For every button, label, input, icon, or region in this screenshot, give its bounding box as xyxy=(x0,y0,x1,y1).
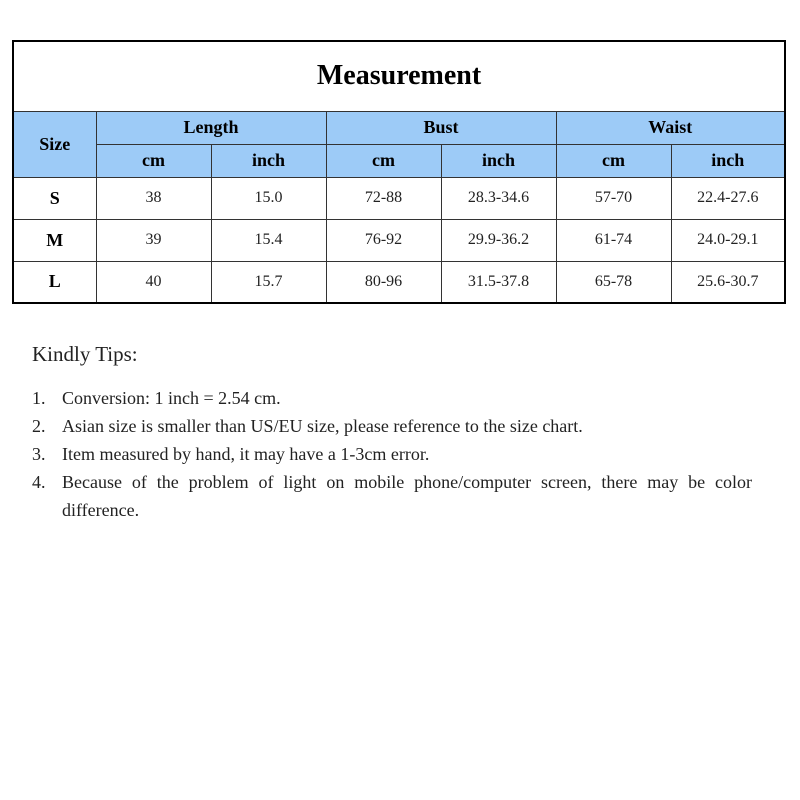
list-item xyxy=(32,412,752,440)
tip-number: 4. xyxy=(32,472,46,492)
size-cell: S xyxy=(13,177,96,219)
table-cell: 38 xyxy=(96,177,211,219)
size-chart-table xyxy=(12,40,786,304)
length-group-header: Length xyxy=(96,111,326,144)
list-item xyxy=(32,384,752,412)
bust-group-header: Bust xyxy=(326,111,556,144)
waist-group-header: Waist xyxy=(556,111,785,144)
table-cell: 15.4 xyxy=(211,219,326,261)
table-row xyxy=(13,177,785,219)
size-cell: L xyxy=(13,261,96,303)
table-cell: 31.5-37.8 xyxy=(441,261,556,303)
tip-text: Conversion: 1 inch = 2.54 cm. xyxy=(62,388,281,408)
size-column-header: Size xyxy=(13,111,96,177)
list-item xyxy=(32,440,752,468)
table-cell: 40 xyxy=(96,261,211,303)
table-cell: 65-78 xyxy=(556,261,671,303)
table-cell: 80-96 xyxy=(326,261,441,303)
table-cell: 72-88 xyxy=(326,177,441,219)
table-cell: 25.6-30.7 xyxy=(671,261,785,303)
tip-number: 3. xyxy=(32,444,46,464)
table-cell: 22.4-27.6 xyxy=(671,177,785,219)
size-cell: M xyxy=(13,219,96,261)
table-cell: 15.0 xyxy=(211,177,326,219)
tip-number: 2. xyxy=(32,416,46,436)
unit-header: inch xyxy=(211,144,326,177)
unit-header: inch xyxy=(441,144,556,177)
table-cell: 39 xyxy=(96,219,211,261)
kindly-tips-section xyxy=(32,340,752,524)
unit-header: cm xyxy=(326,144,441,177)
table-cell: 15.7 xyxy=(211,261,326,303)
table-cell: 29.9-36.2 xyxy=(441,219,556,261)
table-cell: 76-92 xyxy=(326,219,441,261)
table-cell: 61-74 xyxy=(556,219,671,261)
tip-text: Asian size is smaller than US/EU size, please reference to the size chart. xyxy=(62,416,583,436)
table-row xyxy=(13,261,785,303)
unit-header: cm xyxy=(556,144,671,177)
table-cell: 57-70 xyxy=(556,177,671,219)
table-cell: 24.0-29.1 xyxy=(671,219,785,261)
tips-list xyxy=(32,384,752,524)
table-cell: 28.3-34.6 xyxy=(441,177,556,219)
table-title: Measurement xyxy=(13,41,785,111)
unit-header: inch xyxy=(671,144,785,177)
tip-number: 1. xyxy=(32,388,46,408)
tip-text: Item measured by hand, it may have a 1-3cm error. xyxy=(62,444,430,464)
table-row xyxy=(13,219,785,261)
unit-header: cm xyxy=(96,144,211,177)
tip-text: Because of the problem of light on mobile phone/computer screen, there may be color difference. xyxy=(62,472,752,520)
list-item xyxy=(32,468,752,524)
tips-title: Kindly Tips: xyxy=(32,342,138,366)
